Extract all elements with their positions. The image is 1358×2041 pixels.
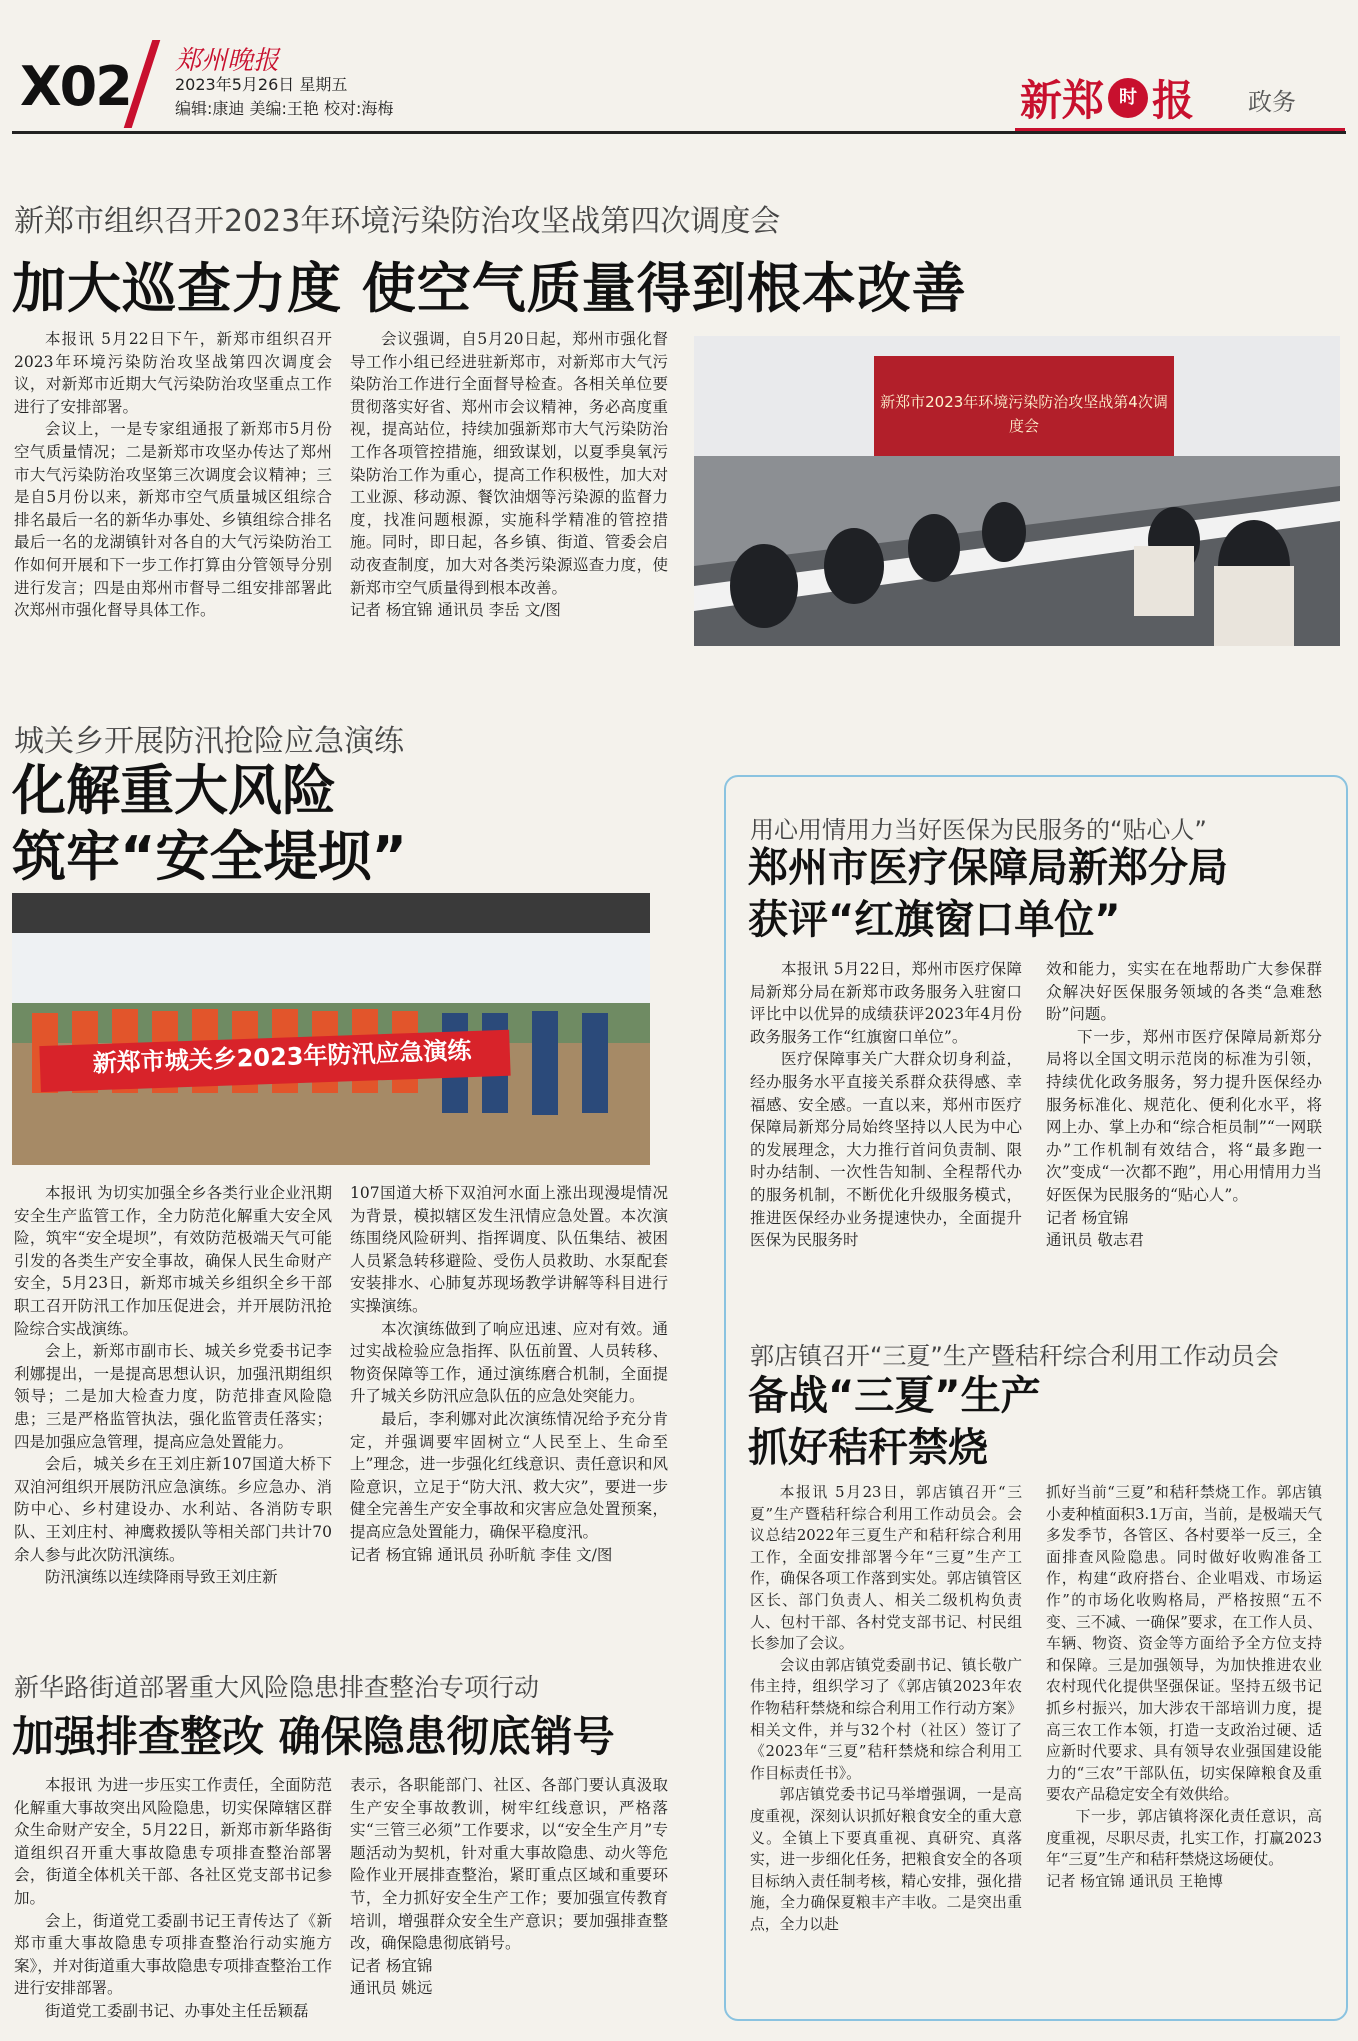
article4-kicker: 用心用情用力当好医保为民服务的“贴心人”	[750, 816, 1207, 844]
article3-col1	[14, 1774, 332, 2023]
editor-credits: 编辑:康迪 美编:王艳 校对:海梅	[175, 99, 394, 118]
paragraph: 医疗保障事关广大群众切身利益，经办服务水平直接关系群众获得感、幸福感、安全感。一直以来，郑州市医疗保障局新郑分局始终坚持以人民为中心的发展理念，大力推行首问负责制、限时办结制、一次性告知制、全程帮代办的服务机制，不断优化升级服务模式，推进医保经办业务提速快办，全面提升医保为民服务时	[750, 1050, 1022, 1250]
paragraph: 街道党工委副书记、办事处主任岳颖磊	[45, 2001, 309, 2020]
byline: 记者 杨宜锦	[1046, 1208, 1129, 1227]
article5-col1	[750, 1482, 1022, 1935]
header-rule	[12, 131, 1346, 134]
paragraph: 下一步，郑州市医疗保障局新郑分局将以全国文明示范岗的标准为引领，持续优化政务服务，努力提升医保经办服务标准化、规范化、便利化水平，将网上办、掌上办和“综合柜员制”“一网联办”工作机制有效结合，将“最多跑一次”变成“一次都不跑”，用心用情用力当好医保为民服务的“贴心人”。	[1046, 1027, 1322, 1204]
paragraph: 本报讯 5月23日，郭店镇召开“三夏”生产暨秸秆综合利用工作动员会。会议总结2022年三夏生产和秸秆综合利用工作，全面安排部署今年“三夏”生产工作，确保各项工作落到实处。郭店镇管区区长、部门负责人、相关二级机构负责人、包村干部、各村党支部书记、村民组长参加了会议。	[750, 1484, 1022, 1653]
article1-col1	[14, 328, 332, 622]
article5-headline-line2: 抓好秸秆禁烧	[748, 1425, 988, 1471]
paragraph: 会议由郭店镇党委副书记、镇长敬广伟主持，组织学习了《郭店镇2023年农作物秸秆禁烧和综合利用工作行动方案》相关文件，并与32个村（社区）签订了《2023年“三夏”秸秆禁烧和综合利用工作目标责任书》。	[750, 1656, 1022, 1782]
article1-photo	[694, 336, 1340, 646]
drill-photo-svg	[12, 893, 650, 1165]
drill-banner-text: 新郑市城关乡2023年防汛应急演练	[92, 1036, 472, 1078]
article4-headline-line2: 获评“红旗窗口单位”	[748, 897, 1121, 943]
issue-date: 2023年5月26日 星期五	[175, 75, 348, 94]
paragraph: 会后，城关乡在王刘庄新107国道大桥下双洎河组织开展防汛应急演练。乡应急办、消防中心、乡村建设办、水利站、各消防专职队、王刘庄村、神鹰救援队等相关部门共计70余人参与此次防汛演练。	[14, 1455, 332, 1564]
paragraph: 会议上，一是专家组通报了新郑市5月份空气质量情况；二是新郑市攻坚办传达了郑州市大气污染防治攻坚第三次调度会议精神；三是自5月份以来，新郑市空气质量城区组综合排名最后一名的新华办事处、乡镇组综合排名最后一名的龙湖镇针对各自的大气污染防治工作如何开展和下一步工作打算由分管领导分别进行发言；四是由郑州市督导二组安排部署此次郑州市强化督导具体工作。	[14, 420, 332, 620]
brand-left: 新郑	[1020, 76, 1105, 125]
byline: 通讯员 敬志君	[1046, 1231, 1144, 1250]
section-label: 政务	[1248, 88, 1296, 116]
paragraph: 效和能力，实实在在地帮助广大参保群众解决好医保服务领域的各类“急难愁盼”问题。	[1046, 960, 1322, 1024]
article2-kicker: 城关乡开展防汛抢险应急演练	[14, 724, 404, 759]
meeting-banner-text: 新郑市2023年环境污染防治攻坚战第4次调度会	[880, 393, 1168, 435]
paragraph: 抓好当前“三夏”和秸秆禁烧工作。郭店镇小麦种植面积3.1万亩，当前，是极端天气多发季节，各管区、各村要举一反三，全面排查风险隐患。同时做好收购准备工作，构建“政府搭台、企业唱戏、市场运作”的市场化收购格局，严格按照“五不变、三不减、一确保”要求，在工作人员、车辆、物资、资金等方面给予全方位支持和保障。三是加强领导，为加快推进农业农村现代化提供坚强保证。坚持五级书记抓乡村振兴，加大涉农干部培训力度，提高三农工作本领，打造一支政治过硬、适应新时代要求、具有领导农业强国建设能力的“三农”干部队伍，切实保障粮食及重要农产品稳定安全有效供给。	[1046, 1484, 1322, 1804]
paragraph: 会上，新郑市副市长、城关乡党委书记李利娜提出，一是提高思想认识，加强汛期组织领导；二是加大检查力度，防范排查风险隐患；三是严格监管执法，强化监管责任落实；四是加强应急管理，提高应急处置能力。	[14, 1342, 332, 1451]
paper-logo: 郑州晚报	[175, 46, 280, 76]
paragraph: 防汛演练以连续降雨导致王刘庄新	[45, 1568, 278, 1587]
paragraph: 郭店镇党委书记马举增强调，一是高度重视，深刻认识抓好粮食安全的重大意义。全镇上下要真重视、真研究、真落实，进一步细化任务，把粮食安全的各项目标纳入责任制考核，精心安排，强化措施，全力确保夏粮丰产丰收。二是突出重点，全力以赴	[750, 1786, 1022, 1933]
article2-col1	[14, 1182, 332, 1589]
article2-headline-line1: 化解重大风险	[12, 759, 336, 822]
byline: 记者 杨宜锦 通讯员 孙昕航 李佳 文/图	[350, 1545, 613, 1564]
paragraph: 本次演练做到了响应迅速、应对有效。通过实战检验应急指挥、队伍前置、人员转移、物资保障等工作，通过演练磨合机制，全面提升了城关乡防汛应急队伍的应急处突能力。	[350, 1319, 668, 1406]
article5-kicker: 郭店镇召开“三夏”生产暨秸秆综合利用工作动员会	[750, 1342, 1279, 1370]
article1-headline: 加大巡查力度 使空气质量得到根本改善	[12, 257, 967, 320]
byline: 记者 杨宜锦 通讯员 李岳 文/图	[350, 601, 561, 620]
article5-headline	[748, 1370, 1041, 1474]
paragraph: 会议强调，自5月20日起，郑州市强化督导工作小组已经进驻新郑市，对新郑市大气污染防治工作进行全面督导检查。各相关单位要贯彻落实好省、郑州市会议精神，务必高度重视，提高站位，持续加强新郑市大气污染防治工作各项管控措施，细致谋划，以夏季臭氧污染防治工作为重心，提高工作积极性，加大对工业源、移动源、餐饮油烟等污染源的监督力度，找准问题根源，实施科学精准的管控措施。同时，即日起，各乡镇、街道、管委会启动夜查制度，加大对各类污染源巡查力度，使新郑市空气质量得到根本改善。	[350, 330, 668, 597]
article5-col2	[1046, 1482, 1322, 1892]
paragraph: 最后，李利娜对此次演练情况给予充分肯定，并强调要牢固树立“人民至上、生命至上”理念，进一步强化红线意识、责任意识和风险意识，立足于“防大汛、救大灾”，要进一步健全完善生产安全事故和灾害应急处置预案，提高应急处置能力，确保平稳度汛。	[350, 1409, 668, 1541]
brand-right: 报	[1152, 76, 1195, 125]
paragraph: 本报讯 为进一步压实工作责任，全面防范化解重大事故突出风险隐患，切实保障辖区群众生命财产安全，5月22日，新郑市新华路街道组织召开重大事故隐患专项排查整治部署会，街道全体机关干部、各社区党支部书记参加。	[14, 1776, 332, 1907]
article1-kicker: 新郑市组织召开2023年环境污染防治攻坚战第四次调度会	[14, 204, 781, 239]
article2-headline	[12, 758, 407, 890]
article4-headline-line1: 郑州市医疗保障局新郑分局	[748, 845, 1228, 891]
paragraph: 本报讯 为切实加强全乡各类行业企业汛期安全生产监管工作，全力防范化解重大安全风险，筑牢“安全堤坝”，有效防范极端天气可能引发的各类生产安全事故，确保人民生命财产安全，5月23日，新郑市城关乡组织全乡干部职工召开防汛工作加压促进会，并开展防汛抢险综合实战演练。	[14, 1184, 332, 1338]
paragraph: 会上，街道党工委副书记王青传达了《新郑市重大事故隐患专项排查整治行动实施方案》，并对街道重大事故隐患专项排查整治工作进行安排部署。	[14, 1911, 332, 1998]
article2-col2	[350, 1182, 668, 1566]
article3-col2	[350, 1774, 668, 2000]
article3-kicker: 新华路街道部署重大风险隐患排查整治专项行动	[14, 1673, 540, 1702]
paragraph: 表示，各职能部门、社区、各部门要认真汲取生产安全事故教训，树牢红线意识，严格落实“三管三必须”工作要求，以“安全生产月”专题活动为契机，针对重大事故隐患、动火等危险作业开展排查整治，紧盯重点区域和重要环节，全力抓好安全生产工作；要加强宣传教育培训，增强群众安全生产意识；要加强排查整改，确保隐患彻底销号。	[350, 1776, 668, 1953]
article4-headline	[748, 842, 1228, 946]
article1-col2	[350, 328, 668, 622]
paragraph: 本报讯 5月22日，郑州市医疗保障局新郑分局在新郑市政务服务入驻窗口评比中以优异的成绩获评2023年4月份政务服务工作“红旗窗口单位”。	[750, 960, 1022, 1046]
article2-headline-line2: 筑牢“安全堤坝”	[12, 825, 407, 888]
article4-col1	[750, 958, 1022, 1252]
article3-headline: 加强排查整改 确保隐患彻底销号	[12, 1712, 615, 1761]
byline: 记者 杨宜锦 通讯员 王艳博	[1046, 1872, 1223, 1890]
paragraph: 下一步，郭店镇将深化责任意识，高度重视，尽职尽责，扎实工作，打赢2023年“三夏”生产和秸秆禁烧这场硬仗。	[1046, 1807, 1322, 1869]
page-code: X02	[20, 55, 131, 118]
brand-logo	[1020, 68, 1194, 128]
byline: 通讯员 姚远	[350, 1979, 433, 1998]
article4-col2	[1046, 958, 1322, 1252]
brand-circle: 时	[1108, 78, 1148, 118]
byline: 记者 杨宜锦	[350, 1956, 433, 1975]
paragraph: 本报讯 5月22日下午，新郑市组织召开2023年环境污染防治攻坚战第四次调度会议，对新郑市近期大气污染防治攻坚重点工作进行了安排部署。	[14, 330, 332, 416]
meeting-photo-svg	[694, 336, 1340, 646]
paragraph: 107国道大桥下双洎河水面上涨出现漫堤情况为背景，模拟辖区发生汛情应急处置。本次演练围绕风险研判、指挥调度、队伍集结、被困人员紧急转移避险、受伤人员救助、水泵配套安装排水、心肺复苏现场教学讲解等科目进行实操演练。	[350, 1184, 668, 1315]
article5-headline-line1: 备战“三夏”生产	[748, 1373, 1041, 1419]
article2-photo	[12, 893, 650, 1165]
